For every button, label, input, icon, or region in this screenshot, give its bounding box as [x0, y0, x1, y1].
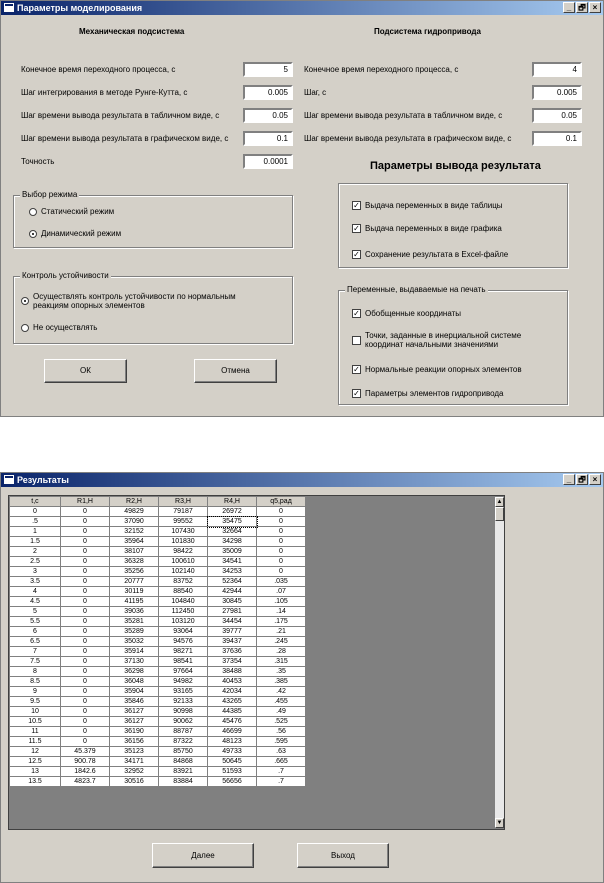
table-cell[interactable]: 36156	[110, 737, 159, 747]
scroll-up-arrow[interactable]: ▲	[496, 499, 503, 505]
results-window	[0, 472, 604, 883]
table-cell[interactable]: 39777	[208, 627, 257, 637]
table-cell[interactable]: 35964	[110, 537, 159, 547]
table-cell[interactable]: 0	[61, 517, 110, 527]
table-row[interactable]	[10, 517, 306, 527]
table-cell[interactable]: 34253	[208, 567, 257, 577]
table-row[interactable]	[10, 697, 306, 707]
table-row[interactable]	[10, 507, 306, 517]
mech-graph-step-input[interactable]: 0.1	[243, 131, 293, 146]
vertical-scrollbar[interactable]	[494, 496, 505, 829]
table-cell[interactable]: .07	[257, 587, 306, 597]
table-row[interactable]	[10, 717, 306, 727]
table-cell[interactable]: 90998	[159, 707, 208, 717]
table-cell[interactable]: 0	[61, 607, 110, 617]
minimize-button[interactable]: _	[563, 2, 575, 13]
app-icon	[4, 475, 14, 484]
exit-button[interactable]: Выход	[297, 843, 389, 868]
mech-rk-step-input[interactable]: 0.005	[243, 85, 293, 100]
table-cell[interactable]: 0	[61, 647, 110, 657]
table-cell[interactable]: 35289	[110, 627, 159, 637]
app-icon	[4, 3, 14, 12]
close-button[interactable]: ×	[589, 2, 601, 13]
table-cell[interactable]: 5	[10, 607, 61, 617]
mech-field-label: Конечное время переходного процесса, с	[21, 65, 176, 74]
table-cell[interactable]: 35009	[208, 547, 257, 557]
table-cell[interactable]: 103120	[159, 617, 208, 627]
table-cell[interactable]: 8.5	[10, 677, 61, 687]
table-cell[interactable]: 100610	[159, 557, 208, 567]
table-cell[interactable]: 45.379	[61, 747, 110, 757]
hydro-params-checkbox[interactable]: ✓	[353, 389, 360, 398]
table-row[interactable]	[10, 677, 306, 687]
table-cell[interactable]: 35904	[110, 687, 159, 697]
table-row[interactable]	[10, 577, 306, 587]
restore-button[interactable]: 🗗	[576, 474, 588, 485]
table-cell[interactable]: 35914	[110, 647, 159, 657]
table-cell[interactable]: 4.5	[10, 597, 61, 607]
table-cell[interactable]: 102140	[159, 567, 208, 577]
table-cell[interactable]: .49	[257, 707, 306, 717]
table-row[interactable]	[10, 637, 306, 647]
output-params-header: Параметры вывода результата	[370, 160, 541, 172]
table-cell[interactable]: 35846	[110, 697, 159, 707]
table-row[interactable]	[10, 757, 306, 767]
stability-control-label[interactable]: Осуществлять контроль устойчивости по нормальным реакциям опорных элементов	[33, 292, 236, 310]
table-cell[interactable]: .28	[257, 647, 306, 657]
hydro-field-label: Шаг времени вывода результата в графическом виде, с	[304, 134, 512, 143]
table-cell[interactable]: 12.5	[10, 757, 61, 767]
table-cell[interactable]: 85750	[159, 747, 208, 757]
table-cell[interactable]: 51593	[208, 767, 257, 777]
static-mode-label[interactable]: Статический режим	[41, 207, 115, 216]
mode-group	[13, 190, 293, 248]
table-cell[interactable]: 0	[61, 537, 110, 547]
cancel-button[interactable]: Отмена	[194, 359, 277, 383]
table-cell[interactable]: 2.5	[10, 557, 61, 567]
table-cell[interactable]: 44385	[208, 707, 257, 717]
table-cell[interactable]: 13.5	[10, 777, 61, 787]
column-header[interactable]: R4,H	[208, 497, 257, 507]
table-cell[interactable]: 38107	[110, 547, 159, 557]
table-cell[interactable]: 3.5	[10, 577, 61, 587]
table-cell[interactable]: .56	[257, 727, 306, 737]
table-cell[interactable]: 0	[257, 537, 306, 547]
generalized-coords-checkbox[interactable]: ✓	[353, 309, 360, 318]
output-table-label[interactable]: Выдача переменных в виде таблицы	[365, 201, 503, 210]
results-table[interactable]	[9, 496, 306, 787]
table-cell[interactable]: 83921	[159, 767, 208, 777]
title-bar[interactable]	[1, 1, 603, 15]
table-row[interactable]	[10, 537, 306, 547]
output-excel-checkbox[interactable]: ✓	[353, 250, 360, 259]
table-cell[interactable]: 34541	[208, 557, 257, 567]
table-cell[interactable]: 0	[257, 557, 306, 567]
table-cell[interactable]: 107430	[159, 527, 208, 537]
window-title: Результаты	[17, 475, 69, 485]
simulation-params-window	[0, 0, 604, 417]
column-header[interactable]: t,c	[10, 497, 61, 507]
table-cell[interactable]: .525	[257, 717, 306, 727]
table-cell[interactable]: 5.5	[10, 617, 61, 627]
table-cell[interactable]: .7	[257, 777, 306, 787]
table-cell[interactable]: .14	[257, 607, 306, 617]
table-cell[interactable]: 98422	[159, 547, 208, 557]
table-cell[interactable]: 35032	[110, 637, 159, 647]
table-cell[interactable]: 8	[10, 667, 61, 677]
table-cell[interactable]: 26972	[208, 507, 257, 517]
table-cell[interactable]: 37354	[208, 657, 257, 667]
table-cell[interactable]: 83884	[159, 777, 208, 787]
table-row[interactable]	[10, 647, 306, 657]
no-stability-label[interactable]: Не осуществлять	[33, 323, 98, 332]
hydro-subsystem-header: Подсистема гидропривода	[374, 27, 481, 36]
table-cell[interactable]: 6.5	[10, 637, 61, 647]
table-cell[interactable]: 4823.7	[61, 777, 110, 787]
table-cell[interactable]: 101830	[159, 537, 208, 547]
table-cell[interactable]: 27981	[208, 607, 257, 617]
output-table-checkbox[interactable]: ✓	[353, 201, 360, 210]
restore-button[interactable]: 🗗	[576, 2, 588, 13]
table-cell[interactable]: .595	[257, 737, 306, 747]
table-cell[interactable]: 32152	[110, 527, 159, 537]
table-cell[interactable]: 48123	[208, 737, 257, 747]
precision-input[interactable]: 0.0001	[243, 154, 293, 169]
next-button[interactable]: Далее	[152, 843, 254, 868]
table-cell[interactable]: 37090	[110, 517, 159, 527]
table-cell[interactable]: 0	[257, 517, 306, 527]
table-cell[interactable]: 39437	[208, 637, 257, 647]
table-cell[interactable]: 2	[10, 547, 61, 557]
table-cell[interactable]: 36190	[110, 727, 159, 737]
table-cell[interactable]: 46699	[208, 727, 257, 737]
column-header[interactable]: q5,рад	[257, 497, 306, 507]
close-button[interactable]: ×	[589, 474, 601, 485]
table-cell[interactable]: 35256	[110, 567, 159, 577]
table-cell[interactable]: 83752	[159, 577, 208, 587]
table-cell[interactable]: 35123	[110, 747, 159, 757]
table-cell[interactable]: 43265	[208, 697, 257, 707]
table-cell[interactable]: 0	[61, 617, 110, 627]
table-cell[interactable]: 98271	[159, 647, 208, 657]
table-cell[interactable]: 79187	[159, 507, 208, 517]
table-cell[interactable]: 34298	[208, 537, 257, 547]
table-cell[interactable]: 0	[61, 627, 110, 637]
print-vars-group-title: Переменные, выдаваемые на печать	[347, 285, 486, 294]
table-cell[interactable]: .35	[257, 667, 306, 677]
table-row[interactable]	[10, 597, 306, 607]
inertial-points-label[interactable]: Точки, заданные в инерциальной системе координат начальными значениями	[365, 331, 522, 349]
table-cell[interactable]: 45476	[208, 717, 257, 727]
table-cell[interactable]: 99552	[159, 517, 208, 527]
table-row[interactable]	[10, 527, 306, 537]
table-cell[interactable]: .21	[257, 627, 306, 637]
static-mode-radio[interactable]	[29, 208, 37, 216]
inertial-points-checkbox[interactable]	[352, 336, 361, 345]
table-cell[interactable]: 0	[257, 507, 306, 517]
stability-group-title: Контроль устойчивости	[22, 271, 109, 280]
table-cell[interactable]: 35475	[208, 517, 257, 527]
hydro-step-input[interactable]: 0.005	[532, 85, 582, 100]
table-cell[interactable]: .105	[257, 597, 306, 607]
no-stability-radio[interactable]	[21, 324, 29, 332]
table-cell[interactable]: 87322	[159, 737, 208, 747]
normal-reactions-checkbox[interactable]: ✓	[353, 365, 360, 374]
table-row[interactable]	[10, 737, 306, 747]
table-cell[interactable]: 32664	[208, 527, 257, 537]
table-cell[interactable]: 32952	[110, 767, 159, 777]
table-row[interactable]	[10, 747, 306, 757]
hydro-params-label[interactable]: Параметры элементов гидропривода	[365, 389, 504, 398]
table-row[interactable]	[10, 657, 306, 667]
table-cell[interactable]: 0	[10, 507, 61, 517]
table-cell[interactable]: 93064	[159, 627, 208, 637]
hydro-field-label: Шаг, с	[304, 88, 327, 97]
table-cell[interactable]: 40453	[208, 677, 257, 687]
dynamic-mode-label[interactable]: Динамический режим	[41, 229, 122, 238]
table-cell[interactable]: 0	[61, 597, 110, 607]
table-cell[interactable]: 0	[61, 727, 110, 737]
column-header[interactable]: R3,H	[159, 497, 208, 507]
table-cell[interactable]: .5	[10, 517, 61, 527]
column-header[interactable]: R1,H	[61, 497, 110, 507]
mode-group-title: Выбор режима	[22, 190, 78, 199]
table-cell[interactable]: 4	[10, 587, 61, 597]
table-cell[interactable]: 93165	[159, 687, 208, 697]
table-cell[interactable]: 92133	[159, 697, 208, 707]
table-cell[interactable]: .385	[257, 677, 306, 687]
ok-button[interactable]: ОК	[44, 359, 127, 383]
table-cell[interactable]: 3	[10, 567, 61, 577]
table-cell[interactable]: 42944	[208, 587, 257, 597]
table-cell[interactable]: .315	[257, 657, 306, 667]
table-cell[interactable]: 0	[257, 547, 306, 557]
hydro-field-label: Шаг времени вывода результата в табличном виде, с	[304, 111, 503, 120]
normal-reactions-label[interactable]: Нормальные реакции опорных элементов	[365, 365, 522, 374]
table-cell[interactable]: 50645	[208, 757, 257, 767]
table-cell[interactable]: 42034	[208, 687, 257, 697]
mech-field-label: Шаг интегрирования в методе Рунге-Кутта, с	[21, 88, 188, 97]
table-cell[interactable]: 0	[61, 707, 110, 717]
output-graph-checkbox[interactable]: ✓	[353, 224, 360, 233]
table-cell[interactable]: .035	[257, 577, 306, 587]
table-cell[interactable]: 0	[61, 587, 110, 597]
table-cell[interactable]: 36298	[110, 667, 159, 677]
table-row[interactable]	[10, 667, 306, 677]
table-row[interactable]	[10, 627, 306, 637]
table-row[interactable]	[10, 567, 306, 577]
table-cell[interactable]: 98541	[159, 657, 208, 667]
table-cell[interactable]: .42	[257, 687, 306, 697]
table-cell[interactable]: 0	[61, 507, 110, 517]
table-cell[interactable]: 9.5	[10, 697, 61, 707]
table-cell[interactable]: .175	[257, 617, 306, 627]
table-cell[interactable]: 0	[61, 547, 110, 557]
table-cell[interactable]: 36328	[110, 557, 159, 567]
table-cell[interactable]: 20777	[110, 577, 159, 587]
hydro-field-label: Конечное время переходного процесса, с	[304, 65, 459, 74]
table-cell[interactable]: 49829	[110, 507, 159, 517]
table-row[interactable]	[10, 767, 306, 777]
table-cell[interactable]: 52364	[208, 577, 257, 587]
table-cell[interactable]: 10	[10, 707, 61, 717]
dynamic-mode-radio[interactable]	[29, 230, 37, 238]
table-cell[interactable]: 30119	[110, 587, 159, 597]
table-cell[interactable]: 36127	[110, 707, 159, 717]
table-row[interactable]	[10, 547, 306, 557]
table-cell[interactable]: 41195	[110, 597, 159, 607]
table-row[interactable]	[10, 687, 306, 697]
table-cell[interactable]: .245	[257, 637, 306, 647]
mech-subsystem-header: Механическая подсистема	[79, 27, 185, 36]
table-row[interactable]	[10, 777, 306, 787]
table-cell[interactable]: 0	[61, 687, 110, 697]
table-cell[interactable]: 1	[10, 527, 61, 537]
table-cell[interactable]: 112450	[159, 607, 208, 617]
output-excel-label[interactable]: Сохранение результата в Excel-файле	[365, 250, 509, 259]
table-cell[interactable]: 0	[61, 667, 110, 677]
table-cell[interactable]: 34454	[208, 617, 257, 627]
minimize-button[interactable]: _	[563, 474, 575, 485]
table-cell[interactable]: 900.78	[61, 757, 110, 767]
table-cell[interactable]: 0	[61, 677, 110, 687]
table-cell[interactable]: 94576	[159, 637, 208, 647]
table-row[interactable]	[10, 727, 306, 737]
table-cell[interactable]: 30845	[208, 597, 257, 607]
table-cell[interactable]: 0	[61, 527, 110, 537]
mech-field-label: Точность	[21, 157, 55, 166]
table-cell[interactable]: .63	[257, 747, 306, 757]
generalized-coords-label[interactable]: Обобщенные координаты	[365, 309, 462, 318]
mech-end-time-input[interactable]: 5	[243, 62, 293, 77]
table-cell[interactable]: 39036	[110, 607, 159, 617]
table-cell[interactable]: 97664	[159, 667, 208, 677]
stability-control-radio[interactable]	[21, 297, 29, 305]
output-graph-label[interactable]: Выдача переменных в виде графика	[365, 224, 502, 233]
scroll-down-arrow[interactable]: ▼	[496, 820, 503, 826]
table-cell[interactable]: .665	[257, 757, 306, 767]
table-cell[interactable]: 0	[61, 697, 110, 707]
table-cell[interactable]: 49733	[208, 747, 257, 757]
table-cell[interactable]: 36127	[110, 717, 159, 727]
table-cell[interactable]: 6	[10, 627, 61, 637]
scroll-thumb[interactable]	[495, 507, 504, 521]
table-cell[interactable]: 11.5	[10, 737, 61, 747]
table-cell[interactable]: 9	[10, 687, 61, 697]
table-cell[interactable]: 37130	[110, 657, 159, 667]
hydro-table-step-input[interactable]: 0.05	[532, 108, 582, 123]
table-cell[interactable]: 12	[10, 747, 61, 757]
table-cell[interactable]: 38488	[208, 667, 257, 677]
table-cell[interactable]: 0	[61, 637, 110, 647]
table-cell[interactable]: 30516	[110, 777, 159, 787]
stability-group	[13, 271, 293, 344]
table-cell[interactable]: 13	[10, 767, 61, 777]
table-cell[interactable]: 104840	[159, 597, 208, 607]
title-bar[interactable]	[1, 473, 603, 487]
table-cell[interactable]: 36048	[110, 677, 159, 687]
table-cell[interactable]: 0	[61, 557, 110, 567]
mech-field-label: Шаг времени вывода результата в графическом виде, с	[21, 134, 229, 143]
mech-field-label: Шаг времени вывода результата в табличном виде, с	[21, 111, 220, 120]
table-cell[interactable]: 84868	[159, 757, 208, 767]
table-cell[interactable]: 0	[61, 717, 110, 727]
hydro-graph-step-input[interactable]: 0.1	[532, 131, 582, 146]
table-cell[interactable]: 56656	[208, 777, 257, 787]
table-row[interactable]	[10, 587, 306, 597]
table-cell[interactable]: 0	[61, 737, 110, 747]
column-header[interactable]: R2,H	[110, 497, 159, 507]
table-cell[interactable]: 37636	[208, 647, 257, 657]
table-cell[interactable]: 34171	[110, 757, 159, 767]
mech-table-step-input[interactable]: 0.05	[243, 108, 293, 123]
table-row[interactable]	[10, 557, 306, 567]
table-cell[interactable]: 1842.6	[61, 767, 110, 777]
table-cell[interactable]: 0	[257, 567, 306, 577]
table-cell[interactable]: .7	[257, 767, 306, 777]
table-cell[interactable]: 35281	[110, 617, 159, 627]
table-row[interactable]	[10, 607, 306, 617]
table-cell[interactable]: 7.5	[10, 657, 61, 667]
table-cell[interactable]: 0	[61, 567, 110, 577]
table-cell[interactable]: 0	[61, 657, 110, 667]
table-row[interactable]	[10, 707, 306, 717]
table-cell[interactable]: 0	[61, 577, 110, 587]
table-cell[interactable]: 88540	[159, 587, 208, 597]
table-cell[interactable]: 0	[257, 527, 306, 537]
table-cell[interactable]: 11	[10, 727, 61, 737]
table-cell[interactable]: 90062	[159, 717, 208, 727]
window-title: Параметры моделирования	[17, 3, 143, 13]
table-cell[interactable]: 94982	[159, 677, 208, 687]
table-cell[interactable]: 10.5	[10, 717, 61, 727]
table-cell[interactable]: 1.5	[10, 537, 61, 547]
results-grid-area	[8, 495, 505, 830]
table-row[interactable]	[10, 617, 306, 627]
hydro-end-time-input[interactable]: 4	[532, 62, 582, 77]
table-cell[interactable]: 7	[10, 647, 61, 657]
table-cell[interactable]: 88787	[159, 727, 208, 737]
table-cell[interactable]: .455	[257, 697, 306, 707]
